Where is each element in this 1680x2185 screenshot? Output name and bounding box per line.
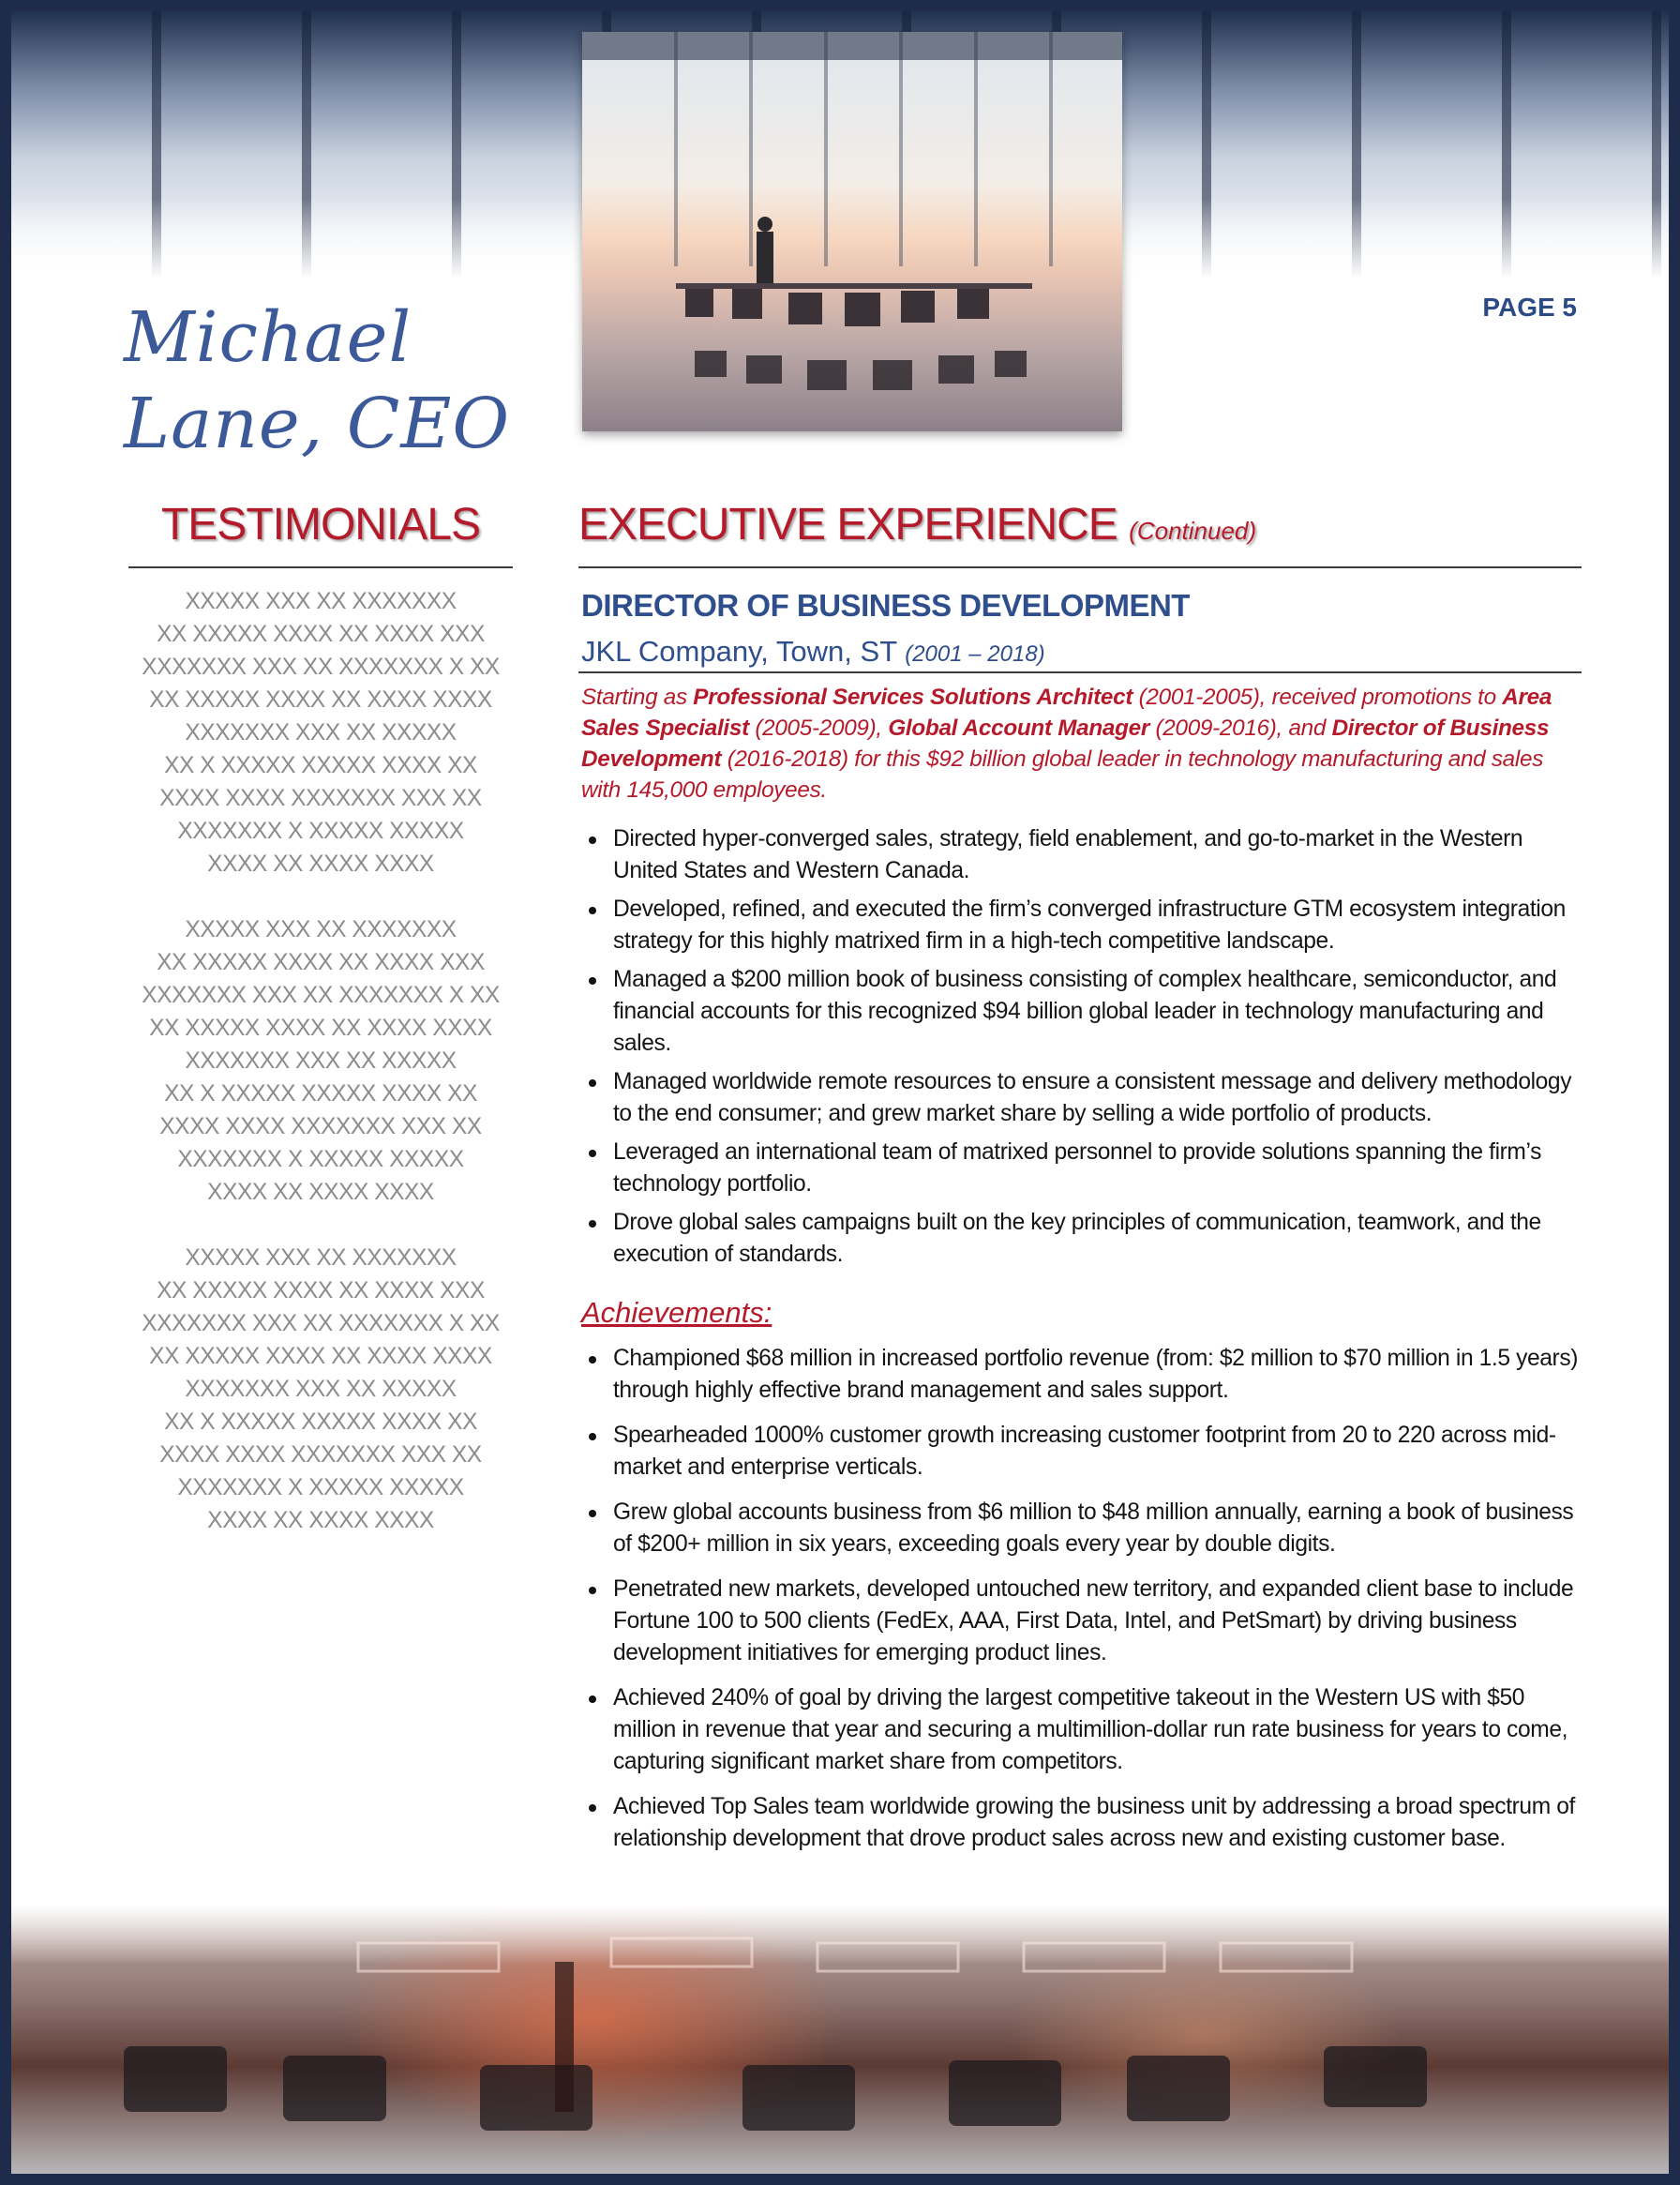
- testimonial-line: XXXXX XXX XX XXXXXXX: [185, 917, 457, 942]
- bullet-icon: [589, 1079, 596, 1087]
- testimonial-line: XXXXX XXX XX XXXXXXX: [185, 1245, 457, 1271]
- bullet-icon: [589, 1356, 596, 1364]
- responsibility-item-text: Developed, refined, and executed the firm’s converged infrastructure GTM ecosystem integration strategy for this highly matrixed firm in a high-tech competitive landscape.: [613, 897, 1566, 954]
- summary-text: (2009-2016), and: [1149, 716, 1332, 741]
- achievements-list: [585, 1343, 1584, 1868]
- achievement-item: [585, 1420, 1584, 1484]
- responsibilities-list: [585, 823, 1584, 1277]
- bullet-icon: [589, 1220, 596, 1228]
- achievement-item-text: Achieved Top Sales team worldwide growing the business unit by addressing a broad spectrum of relationship development that drove product sales across new and existing customer base.: [613, 1794, 1575, 1851]
- testimonial-line: XXXXXXX X XXXXX XXXXX: [177, 819, 464, 844]
- company-name: JKL Company, Town, ST: [581, 635, 897, 668]
- section-heading-text: EXECUTIVE EXPERIENCE: [578, 500, 1118, 550]
- summary-role: Director of Business Development: [581, 716, 1550, 772]
- testimonial-line: XX XXXXX XXXX XX XXXX XXX: [157, 1278, 485, 1303]
- name-line-2: Lane, CEO: [124, 384, 511, 464]
- achievement-item: [585, 1791, 1584, 1855]
- achievements-heading: Achievements:: [581, 1296, 772, 1329]
- responsibility-item: [585, 894, 1584, 957]
- bullet-icon: [589, 1695, 596, 1703]
- testimonial-line: XXXXXXX XXX XX XXXXXXX X XX: [142, 1311, 500, 1336]
- testimonial-line: XXXXXXX XXX XX XXXXX: [185, 1048, 457, 1074]
- candidate-name: [124, 294, 555, 467]
- summary-role: Global Account Manager: [888, 716, 1150, 741]
- testimonial-line: XXXXXXX XXX XX XXXXXXX X XX: [142, 983, 500, 1008]
- summary-text: (2001-2005), received promotions to: [1132, 685, 1503, 710]
- testimonial-line: XX XXXXX XXXX XX XXXX XXXX: [149, 1016, 492, 1041]
- bullet-icon: [589, 907, 596, 914]
- testimonial-line: XX XXXXX XXXX XX XXXX XXX: [157, 622, 485, 647]
- achievement-item-text: Spearheaded 1000% customer growth increasing customer footprint from 20 to 220 across mid-market and enterprise verticals.: [613, 1423, 1556, 1480]
- responsibility-item: [585, 823, 1584, 887]
- responsibility-item: [585, 964, 1584, 1060]
- achievement-item: [585, 1497, 1584, 1560]
- page-number: PAGE 5: [1482, 293, 1577, 322]
- testimonial-line: XXXX XXXX XXXXXXX XXX XX: [159, 1114, 482, 1139]
- section-heading-suffix: (Continued): [1129, 517, 1257, 545]
- testimonial-line: XX X XXXXX XXXXX XXXX XX: [164, 753, 477, 778]
- testimonial-line: XX XXXXX XXXX XX XXXX XXXX: [149, 687, 492, 713]
- role-summary: [581, 682, 1584, 806]
- responsibility-item-text: Drove global sales campaigns built on the key principles of communication, teamwork, and the execution of standards.: [613, 1210, 1541, 1267]
- responsibility-item: [585, 1137, 1584, 1200]
- testimonial-block: [128, 1242, 513, 1537]
- testimonial-line: XXXXXXX X XXXXX XXXXX: [177, 1147, 464, 1172]
- bullet-icon: [589, 1587, 596, 1594]
- achievement-item: [585, 1343, 1584, 1407]
- testimonials-heading: TESTIMONIALS: [160, 500, 481, 550]
- responsibility-item-text: Managed a $200 million book of business consisting of complex healthcare, semiconductor, and financial accounts for this recognized $94 billion global leader in technology manufacturing and sales.: [613, 967, 1557, 1056]
- conference-room-photo: [582, 32, 1122, 431]
- achievement-item: [585, 1574, 1584, 1669]
- achievement-item-text: Penetrated new markets, developed untouched new territory, and expanded client base to include Fortune 100 to 500 clients (FedEx, AAA, First Data, Intel, and PetSmart) by driving business development initiatives for emerging product lines.: [613, 1576, 1574, 1665]
- testimonial-line: XX X XXXXX XXXXX XXXX XX: [164, 1409, 477, 1435]
- testimonial-line: XX XXXXX XXXX XX XXXX XXXX: [149, 1344, 492, 1369]
- employment-dates: (2001 – 2018): [905, 641, 1045, 667]
- testimonial-line: XXXX XX XXXX XXXX: [207, 1180, 434, 1205]
- job-divider: [578, 671, 1582, 673]
- achievement-item-text: Championed $68 million in increased portfolio revenue (from: $2 million to $70 million in 1.5 years) through highly effective brand management and sales support.: [613, 1346, 1579, 1403]
- testimonial-line: XXXX XX XXXX XXXX: [207, 851, 434, 877]
- testimonial-line: XXXX XXXX XXXXXXX XXX XX: [159, 786, 482, 811]
- responsibility-item-text: Managed worldwide remote resources to ensure a consistent message and delivery methodology to the end consumer; and grew market share by selling a wide portfolio of products.: [613, 1069, 1572, 1126]
- testimonial-block: [128, 913, 513, 1209]
- testimonial-line: XXXX XX XXXX XXXX: [207, 1508, 434, 1533]
- testimonials-list: [128, 585, 513, 1570]
- summary-text: (2016-2018) for this $92 billion global leader in technology manufacturing and sales with 145,000 employees.: [581, 746, 1544, 803]
- testimonial-line: XXXXX XXX XX XXXXXXX: [185, 589, 457, 614]
- resume-page: [11, 11, 1669, 2174]
- achievement-item: [585, 1682, 1584, 1778]
- section-heading: [578, 499, 1582, 550]
- summary-role: Professional Services Solutions Architect: [693, 685, 1133, 710]
- testimonial-line: XX XXXXX XXXX XX XXXX XXX: [157, 950, 485, 975]
- achievement-item-text: Grew global accounts business from $6 million to $48 million annually, earning a book of business of $200+ million in six years, exceeding goals every year by double digits.: [613, 1499, 1574, 1557]
- bullet-icon: [589, 836, 596, 844]
- responsibility-item-text: Leveraged an international team of matrixed personnel to provide solutions spanning the firm’s technology portfolio.: [613, 1139, 1542, 1197]
- testimonial-line: XXXX XXXX XXXXXXX XXX XX: [159, 1442, 482, 1468]
- achievement-item-text: Achieved 240% of goal by driving the largest competitive takeout in the Western US with $50 million in revenue that year and securing a multimillion-dollar run rate business for years to come, capturing significant market share from competitors.: [613, 1685, 1568, 1774]
- testimonial-line: XXXXXXX X XXXXX XXXXX: [177, 1475, 464, 1500]
- summary-text: Starting as: [581, 685, 694, 710]
- responsibility-item-text: Directed hyper-converged sales, strategy, field enablement, and go-to-market in the Western United States and Western Canada.: [613, 826, 1523, 883]
- testimonial-line: XX X XXXXX XXXXX XXXX XX: [164, 1081, 477, 1107]
- bottom-banner-image: [11, 1906, 1669, 2174]
- job-title: DIRECTOR OF BUSINESS DEVELOPMENT: [581, 588, 1190, 623]
- summary-text: (2005-2009),: [748, 716, 889, 741]
- testimonial-block: [128, 585, 513, 881]
- responsibility-item: [585, 1207, 1584, 1271]
- bullet-icon: [589, 1433, 596, 1440]
- bullet-icon: [589, 1804, 596, 1812]
- testimonial-line: XXXXXXX XXX XX XXXXX: [185, 720, 457, 746]
- summary-role: Area Sales Specialist: [581, 685, 1552, 741]
- bullet-icon: [589, 1510, 596, 1517]
- name-line-1: Michael: [124, 297, 412, 378]
- bullet-icon: [589, 1150, 596, 1157]
- testimonial-line: XXXXXXX XXX XX XXXXX: [185, 1377, 457, 1402]
- testimonials-divider: [128, 566, 513, 568]
- responsibility-item: [585, 1066, 1584, 1130]
- testimonial-line: XXXXXXX XXX XX XXXXXXX X XX: [142, 655, 500, 680]
- section-divider: [578, 566, 1582, 568]
- company-line: [581, 635, 1575, 669]
- bullet-icon: [589, 977, 596, 985]
